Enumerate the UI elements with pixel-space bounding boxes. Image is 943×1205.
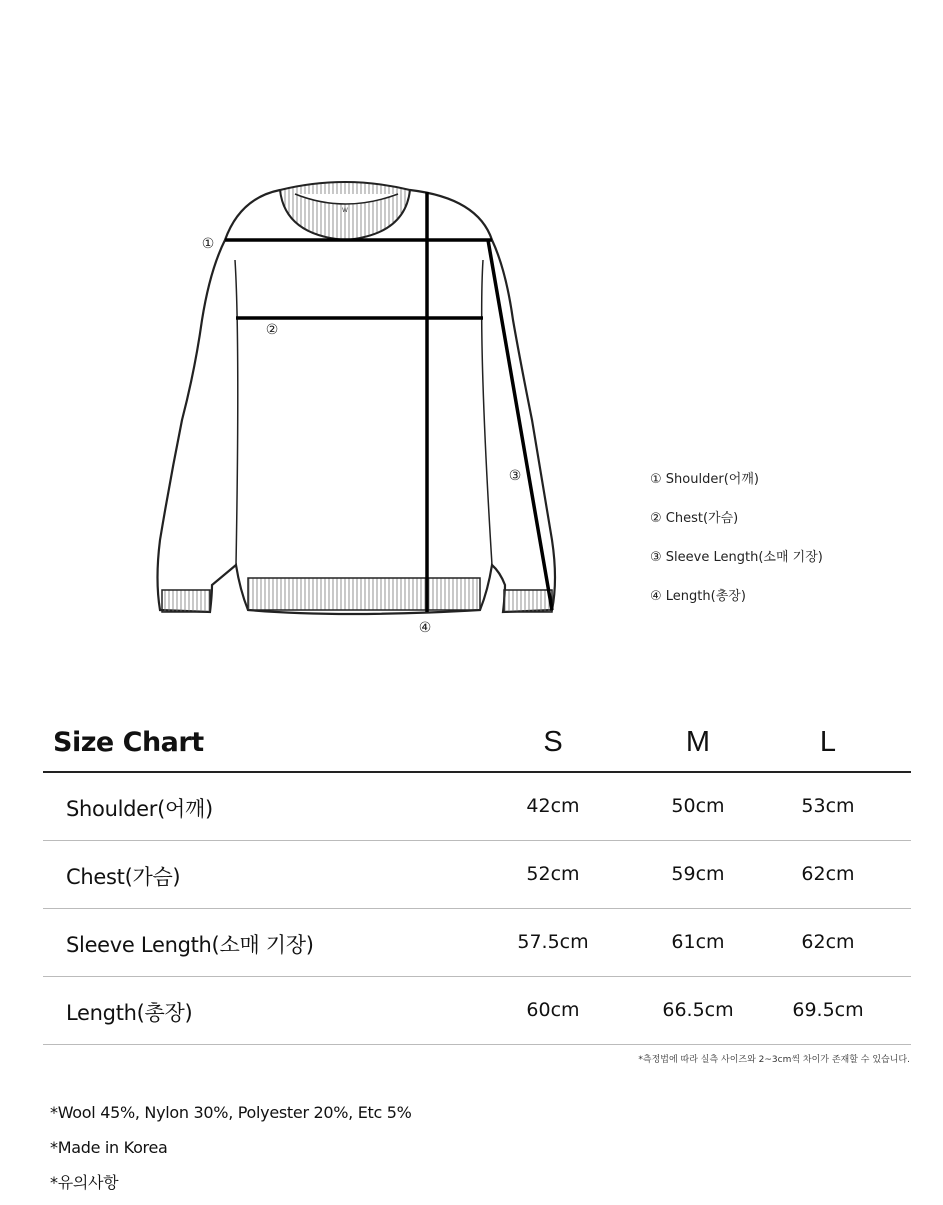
note-material: *Wool 45%, Nylon 30%, Polyester 20%, Etc 5% [50, 1103, 412, 1122]
cell-m: 59cm [671, 863, 725, 885]
legend-label: Shoulder(어깨) [665, 472, 759, 487]
right-cuff-rib [504, 590, 552, 612]
table-row-shoulder [43, 773, 911, 841]
cell-m: 61cm [671, 931, 725, 953]
legend-item-sleeve-length [650, 548, 823, 587]
diagram-marker-1: ① [201, 236, 215, 252]
sleeve-length-line [488, 240, 552, 610]
left-cuff-rib [162, 590, 210, 612]
cell-l: 69.5cm [792, 999, 864, 1021]
cell-s: 42cm [526, 795, 580, 817]
size-chart-table [43, 715, 911, 1045]
product-notes [50, 1100, 412, 1205]
diagram-marker-3: ③ [508, 468, 522, 484]
size-header-s: S [543, 726, 563, 758]
diagram-marker-4: ④ [418, 620, 432, 636]
size-header-m: M [685, 726, 711, 758]
hem-rib [248, 578, 480, 610]
legend-item-chest [650, 509, 823, 548]
size-chart-title: Size Chart [53, 727, 204, 758]
cell-s: 52cm [526, 863, 580, 885]
cell-l: 62cm [801, 863, 855, 885]
legend-marker: ② [650, 511, 662, 526]
sweater-diagram [140, 180, 580, 640]
legend-marker: ① [650, 472, 662, 487]
sweater-body-outline [158, 190, 556, 614]
legend-marker: ③ [650, 550, 662, 565]
legend-item-length [650, 587, 823, 626]
row-label: Chest(가슴) [66, 865, 181, 889]
svg-text:W: W [342, 207, 348, 214]
legend-label: Sleeve Length(소매 기장) [665, 550, 823, 565]
cell-m: 50cm [671, 795, 725, 817]
legend-item-shoulder [650, 470, 823, 509]
legend-label: Chest(가슴) [665, 511, 739, 526]
legend-label: Length(총장) [665, 589, 746, 604]
cell-s: 57.5cm [517, 931, 589, 953]
row-label: Sleeve Length(소매 기장) [66, 933, 314, 957]
cell-s: 60cm [526, 999, 580, 1021]
table-row-length [43, 977, 911, 1045]
table-row-chest [43, 841, 911, 909]
row-label: Shoulder(어깨) [66, 797, 213, 821]
size-header-l: L [819, 726, 837, 758]
cell-m: 66.5cm [662, 999, 734, 1021]
table-row-sleeve-length [43, 909, 911, 977]
note-caution: *유의사항 [50, 1173, 119, 1192]
row-label: Length(총장) [66, 1001, 193, 1025]
measurement-footnote: *측정법에 따라 실측 사이즈와 2~3cm씩 차이가 존재할 수 있습니다. [638, 1055, 910, 1065]
note-origin: *Made in Korea [50, 1138, 168, 1157]
size-chart-header [43, 715, 911, 773]
measurement-legend [650, 470, 823, 626]
diagram-marker-2: ② [265, 322, 279, 338]
cell-l: 53cm [801, 795, 855, 817]
legend-marker: ④ [650, 589, 662, 604]
cell-l: 62cm [801, 931, 855, 953]
